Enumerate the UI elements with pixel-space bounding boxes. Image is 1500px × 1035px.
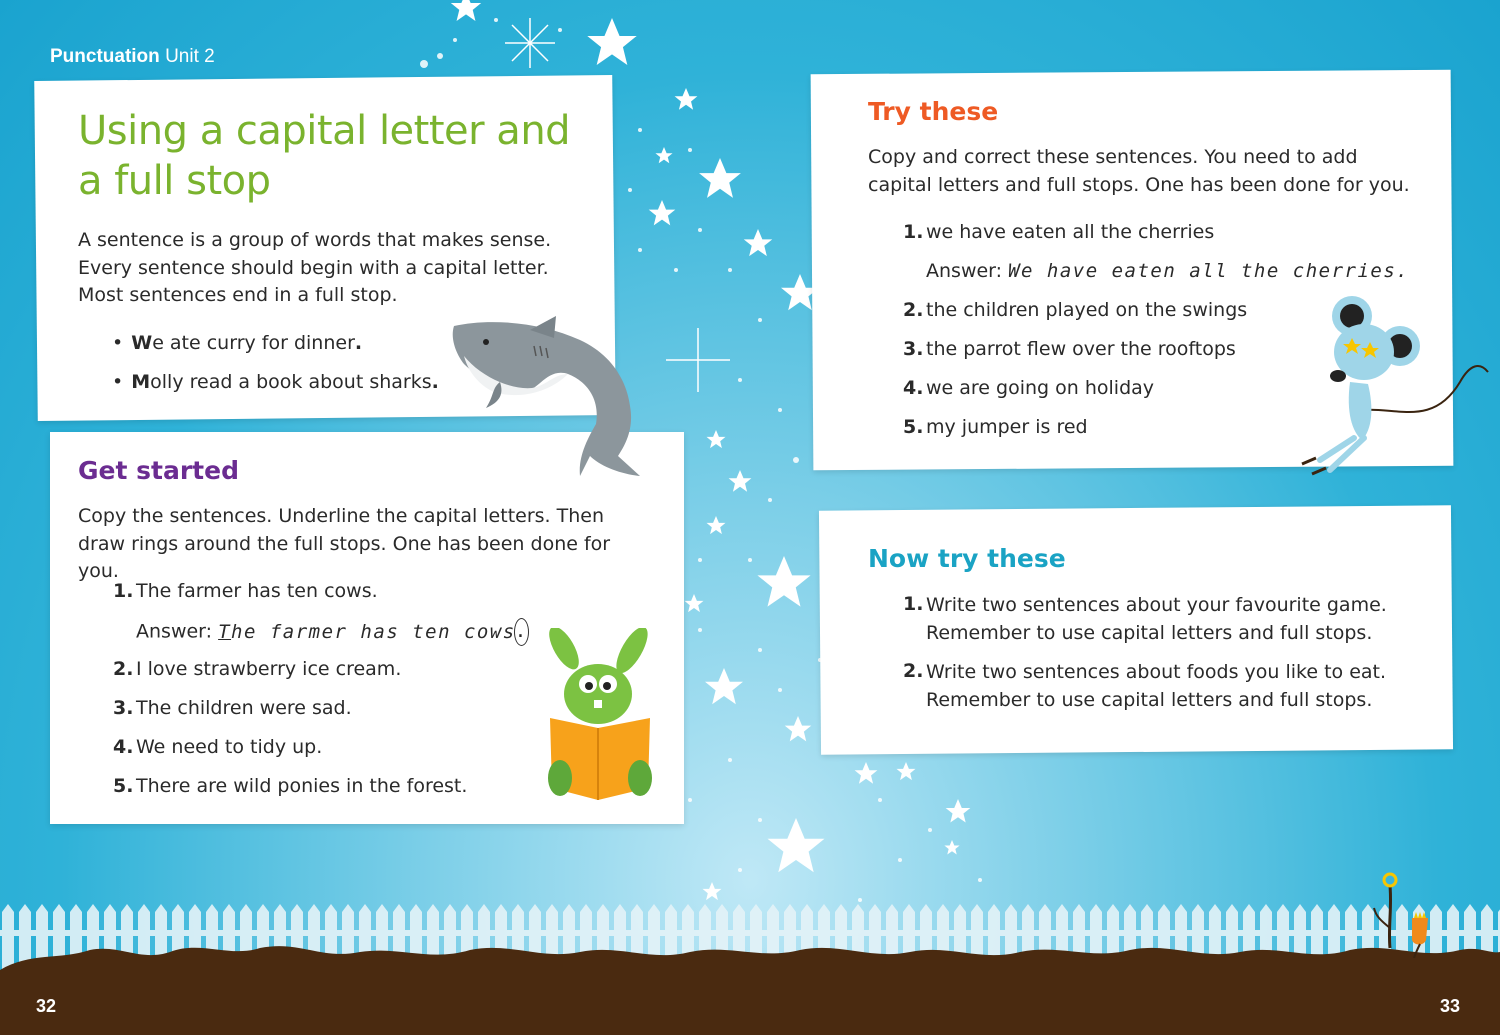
list-item	[903, 592, 1387, 659]
try-these-instructions: Copy and correct these sentences. You need to add capital letters and full stops. One has been done for you.	[868, 146, 1410, 196]
list-item	[903, 220, 1409, 259]
item-number: 4.	[903, 377, 924, 399]
soil-ground	[0, 946, 1500, 1035]
item-number: 1.	[903, 221, 924, 243]
item-text: We need to tidy up.	[136, 736, 323, 758]
example-capital: M	[131, 371, 151, 393]
list-item	[903, 659, 1387, 726]
example-stop: .	[431, 371, 439, 393]
fence-icon	[0, 900, 1500, 1035]
now-try-these-heading: Now try these	[868, 544, 1066, 573]
item-number: 1.	[903, 593, 924, 615]
item-number: 3.	[903, 338, 924, 360]
item-text: The farmer has ten cows.	[136, 580, 378, 602]
bullet-icon: •	[112, 332, 124, 354]
item-number: 2.	[903, 299, 924, 321]
list-item	[113, 657, 529, 696]
get-started-heading: Get started	[78, 456, 239, 485]
try-these-heading: Try these	[868, 97, 999, 126]
example-item	[112, 331, 439, 370]
item-text-2: Remember to use capital letters and full stops.	[926, 621, 1373, 644]
example-rest: e ate curry for dinner	[152, 332, 355, 354]
item-number: 2.	[903, 660, 924, 682]
item-number: 3.	[113, 697, 134, 719]
item-number: 2.	[113, 658, 134, 680]
unit-number: Unit 2	[165, 46, 215, 67]
item-text: we have eaten all the cherries	[926, 221, 1215, 243]
item-text: the parrot flew over the rooftops	[926, 338, 1236, 360]
item-text: The children were sad.	[136, 697, 352, 719]
item-text: the children played on the swings	[926, 299, 1248, 321]
get-started-instructions: Copy the sentences. Underline the capital letters. Then draw rings around the full stops. One has been done for you.	[78, 505, 611, 582]
item-number: 1.	[113, 580, 134, 602]
answer-text	[218, 621, 529, 643]
item-text: Write two sentences about foods you like to eat.	[926, 661, 1387, 683]
item-number: 4.	[113, 736, 134, 758]
page-title: Using a capital letter and a full stop	[78, 108, 571, 204]
example-list	[112, 331, 439, 409]
answer-stop: .	[514, 618, 529, 646]
list-item	[113, 735, 529, 774]
page-number-right: 33	[1440, 996, 1461, 1016]
page-number-left: 32	[36, 996, 57, 1016]
item-text: There are wild ponies in the forest.	[136, 775, 468, 797]
flower-icon	[1370, 868, 1440, 958]
list-item	[113, 774, 529, 813]
example-capital: W	[131, 332, 153, 354]
mouse-icon	[1290, 292, 1490, 477]
answer-capital: T	[218, 620, 232, 643]
item-number: 5.	[113, 775, 134, 797]
answer-text: We have eaten all the cherries.	[1008, 260, 1410, 282]
unit-label	[50, 46, 215, 68]
answer-label: Answer:	[926, 260, 1003, 282]
item-text: my jumper is red	[926, 416, 1088, 438]
item-text: I love strawberry ice cream.	[136, 658, 402, 680]
item-text: we are going on holiday	[926, 377, 1155, 399]
intro-text: A sentence is a group of words that makes sense. Every sentence should begin with a capital letter. Most sentences end in a full stop.	[78, 229, 552, 306]
answer-label: Answer:	[136, 620, 213, 643]
get-started-list	[113, 579, 529, 813]
list-item	[113, 696, 529, 735]
example-rest: olly read a book about sharks	[150, 371, 432, 393]
shark-icon	[450, 316, 650, 486]
list-item	[113, 579, 529, 618]
item-text-2: Remember to use capital letters and full stops.	[926, 688, 1373, 711]
now-try-these-list	[903, 592, 1387, 726]
fence-rail	[0, 930, 1500, 936]
rabbit-reading-icon	[540, 628, 660, 803]
example-stop: .	[354, 332, 363, 354]
item-text: Write two sentences about your favourite game.	[926, 594, 1387, 616]
item-number: 5.	[903, 416, 924, 438]
example-item	[112, 370, 439, 409]
answer-row	[113, 618, 529, 657]
answer-rest: he farmer has ten cows	[231, 620, 516, 643]
unit-subject: Punctuation	[50, 46, 160, 67]
bullet-icon: •	[112, 371, 124, 393]
